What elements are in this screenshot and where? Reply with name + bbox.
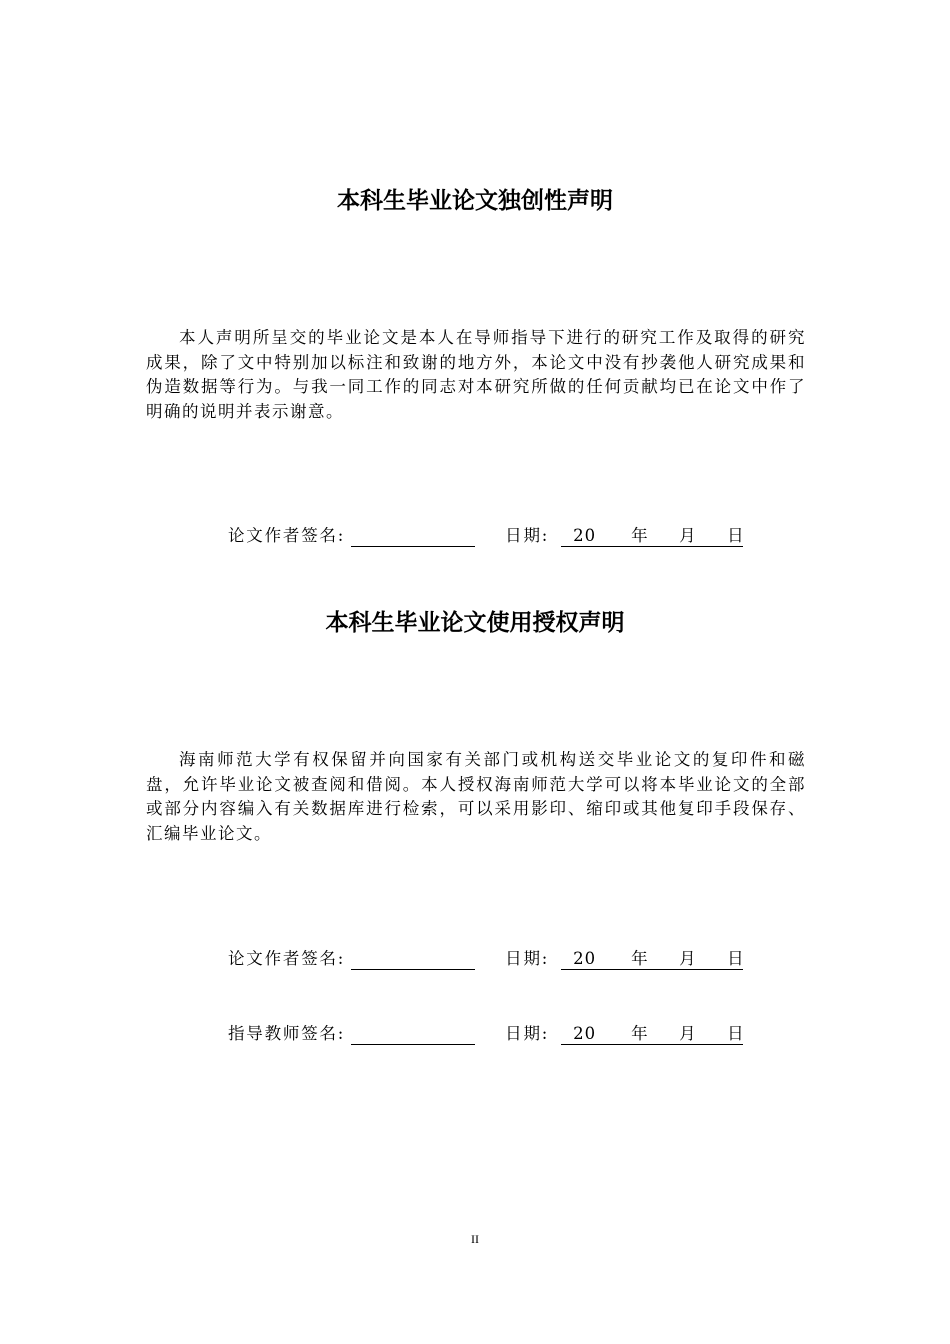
- advisor-signature-field[interactable]: [351, 1022, 475, 1045]
- authorization-advisor-signature-row: [228, 1022, 743, 1046]
- authorization-author-signature-row: [228, 947, 743, 971]
- authorization-title: 本科生毕业论文使用授权声明: [325, 610, 625, 636]
- date-label: 日期:: [505, 526, 550, 545]
- author-signature-field[interactable]: [351, 947, 475, 970]
- date-field[interactable]: [561, 1022, 743, 1045]
- author-signature-label: 论文作者签名:: [228, 526, 346, 545]
- originality-title: 本科生毕业论文独创性声明: [337, 188, 613, 214]
- date-label: 日期:: [505, 1024, 550, 1043]
- date-year-unit: 年: [631, 1024, 649, 1043]
- date-field[interactable]: [561, 524, 743, 547]
- date-year-prefix: 20: [573, 526, 597, 545]
- originality-author-signature-row: [228, 524, 743, 548]
- date-month-unit: 月: [679, 526, 697, 545]
- date-month-unit: 月: [679, 949, 697, 968]
- date-label: 日期:: [505, 949, 550, 968]
- date-field[interactable]: [561, 947, 743, 970]
- date-year-prefix: 20: [573, 949, 597, 968]
- date-day-unit: 日: [727, 1024, 745, 1043]
- date-year-unit: 年: [631, 949, 649, 968]
- date-month-unit: 月: [679, 1024, 697, 1043]
- author-signature-field[interactable]: [351, 524, 475, 547]
- date-day-unit: 日: [727, 949, 745, 968]
- page-number: II: [471, 1232, 479, 1246]
- author-signature-label: 论文作者签名:: [228, 949, 346, 968]
- date-year-prefix: 20: [573, 1024, 597, 1043]
- authorization-body: 海南师范大学有权保留并向国家有关部门或机构送交毕业论文的复印件和磁盘，允许毕业论文被查阅和借阅。本人授权海南师范大学可以将本毕业论文的全部或部分内容编入有关数据库进行检索，可以采用影印、缩印或其他复印手段保存、汇编毕业论文。: [146, 750, 806, 843]
- date-year-unit: 年: [631, 526, 649, 545]
- advisor-signature-label: 指导教师签名:: [228, 1024, 346, 1043]
- originality-body: 本人声明所呈交的毕业论文是本人在导师指导下进行的研究工作及取得的研究成果，除了文中特别加以标注和致谢的地方外，本论文中没有抄袭他人研究成果和伪造数据等行为。与我一同工作的同志对本研究所做的任何贡献均已在论文中作了明确的说明并表示谢意。: [146, 328, 806, 421]
- date-day-unit: 日: [727, 526, 745, 545]
